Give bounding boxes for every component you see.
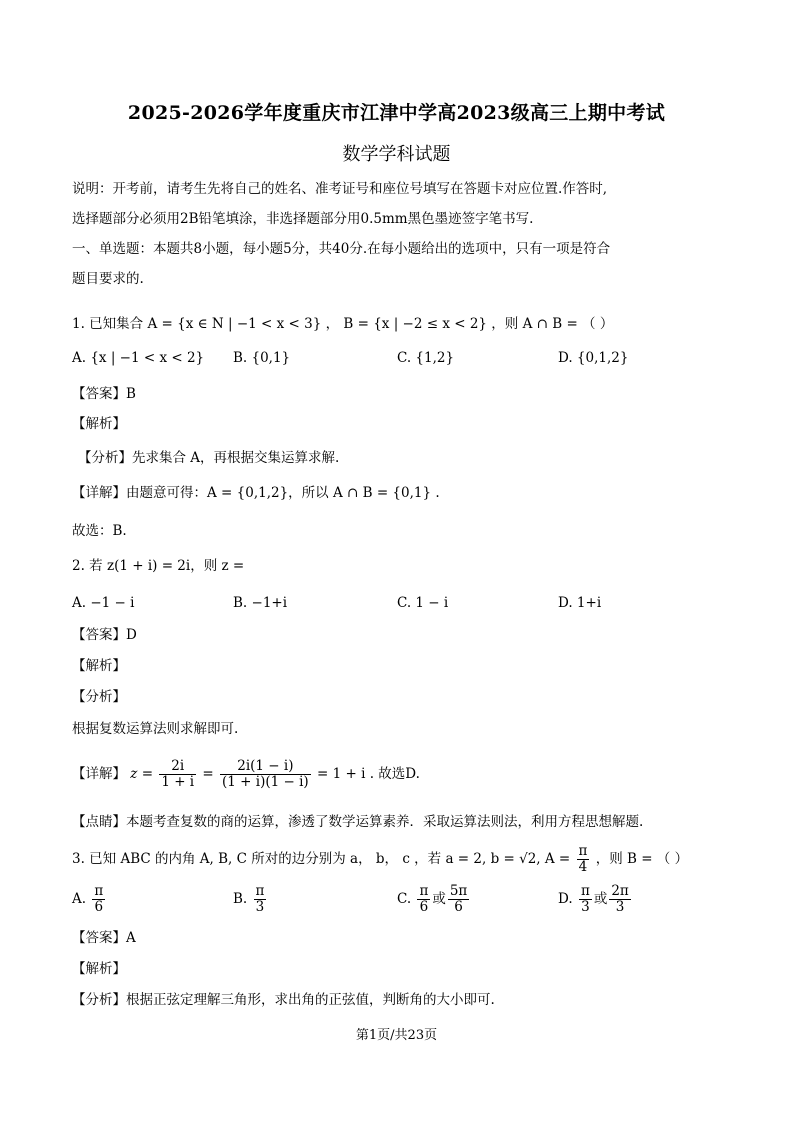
q3-option-d-letter: D. xyxy=(558,891,573,907)
q3-analysis-label: 【解析】 xyxy=(72,961,126,977)
q1-answer: 【答案】B xyxy=(72,386,136,402)
q2-answer: 【答案】D xyxy=(72,627,137,643)
q3-stem-fraction-numerator: π xyxy=(578,843,588,859)
section-heading-line-2: 题目要求的. xyxy=(72,271,144,287)
q1-fenxi: 【分析】先求集合 A，再根据交集运算求解. xyxy=(78,450,340,466)
q2-fenxi: 根据复数运算法则求解即可. xyxy=(72,721,239,737)
q3-option-d-num-2: 2π xyxy=(611,883,629,899)
q3-option-b-letter: B. xyxy=(233,891,248,907)
q2-option-d: D. 1+i xyxy=(558,595,602,611)
q3-option-c-den-1: 6 xyxy=(417,899,430,915)
q1-conclusion: 故选：B. xyxy=(72,523,127,539)
q3-option-c-letter: C. xyxy=(397,891,412,907)
q3-answer: 【答案】A xyxy=(72,930,136,946)
q3-option-d-num-1: π xyxy=(580,883,590,899)
q2-dianjing: 【点睛】本题考查复数的商的运算，渗透了数学运算素养．采取运算法则法，利用方程思想解题. xyxy=(72,814,644,830)
q2-stem: 2. 若 z(1 + i) = 2i，则 z = xyxy=(72,558,245,574)
q2-option-c: C. 1 − i xyxy=(397,595,449,611)
q2-detail: 【详解】 z = $\frac{2i}{1 + i}$ = $\frac{2i(1 - i)}{(1 + i)(1 - i)}$ = 1 + i . 故选D. xyxy=(72,758,420,790)
q3-option-b-den: 3 xyxy=(254,899,267,915)
q3-stem-post: ，则 B = （ ） xyxy=(595,851,689,867)
q3-stem-pre: 3. 已知 ABC 的内角 A, B, C 所对的边分别为 a， b， c ，若 a = 2, b = √2, A = xyxy=(72,851,571,867)
q3-option-b-num: π xyxy=(255,883,265,899)
q3-stem-fraction xyxy=(577,844,590,875)
q3-option-b xyxy=(233,884,268,915)
q3-option-c-fraction-1 xyxy=(417,884,430,915)
q3-option-c-den-2: 6 xyxy=(448,899,469,915)
q3-option-b-fraction xyxy=(254,884,267,915)
q3-option-c-num-2: 5π xyxy=(449,883,468,899)
q2-analysis-label: 【解析】 xyxy=(72,658,126,674)
q2-fraction-1 xyxy=(159,759,196,790)
q2-fraction-2-denominator: (1 + i)(1 − i) xyxy=(222,774,309,790)
q3-option-d-or: 或 xyxy=(593,891,608,907)
q3-option-d-den-1: 3 xyxy=(579,899,592,915)
page-footer: 第1页/共23页 xyxy=(355,1028,438,1043)
q3-option-d-fraction-2 xyxy=(609,884,630,915)
q2-fenxi-label: 【分析】 xyxy=(72,689,126,705)
q3-option-c xyxy=(397,884,471,915)
q2-detail-label: 【详解】 xyxy=(72,766,126,782)
q3-option-d xyxy=(558,884,633,915)
q3-fenxi: 【分析】根据正弦定理解三角形，求出角的正弦值，判断角的大小即可. xyxy=(72,992,495,1008)
q3-option-c-or: 或 xyxy=(432,891,446,907)
q3-option-d-fraction-1 xyxy=(579,884,592,915)
section-heading-line-1: 一、单选题：本题共8小题，每小题5分，共40分.在每小题给出的选项中，只有一项是符合 xyxy=(72,241,611,257)
q3-option-c-num-1: π xyxy=(419,883,429,899)
q2-detail-z: z = xyxy=(130,766,154,782)
q3-option-a-fraction xyxy=(92,884,105,915)
q3-option-a-den: 6 xyxy=(92,899,105,915)
exam-title: 2025-2026学年度重庆市江津中学高2023级高三上期中考试 xyxy=(127,102,666,124)
q1-analysis-label: 【解析】 xyxy=(72,416,126,432)
q2-fraction-2 xyxy=(220,759,311,790)
q1-option-b: B. {0,1} xyxy=(233,350,291,366)
q3-stem xyxy=(72,843,688,875)
q1-option-c: C. {1,2} xyxy=(397,350,455,366)
exam-subtitle: 数学学科试题 xyxy=(342,144,451,165)
q2-fraction-1-numerator: 2i xyxy=(159,759,196,775)
q2-option-a: A. −1 − i xyxy=(72,595,135,611)
q1-stem: 1. 已知集合 A = {x ∈ N | −1 < x < 3} ， B = {x | −2 ≤ x < 2} ，则 A ∩ B = （ ） xyxy=(72,316,614,332)
q3-stem-fraction-denominator: 4 xyxy=(578,859,588,875)
q3-option-c-fraction-2 xyxy=(448,884,469,915)
q2-fraction-2-numerator: 2i(1 − i) xyxy=(220,759,311,775)
q3-option-a xyxy=(72,884,107,915)
q2-detail-tail: = 1 + i . 故选D. xyxy=(317,766,420,782)
q3-option-a-num: π xyxy=(94,883,104,899)
instructions-line-1: 说明：开考前，请考生先将自己的姓名、准考证号和座位号填写在答题卡对应位置.作答时, xyxy=(72,181,608,197)
q1-option-d: D. {0,1,2} xyxy=(558,350,629,366)
q2-fraction-1-denominator: 1 + i xyxy=(161,774,195,790)
q1-option-a: A. {x | −1 < x < 2} xyxy=(72,350,205,366)
q3-option-a-letter: A. xyxy=(72,891,87,907)
instructions-line-2: 选择题部分必须用2B铅笔填涂，非选择题部分用0.5mm黑色墨迹签字笔书写. xyxy=(72,211,534,227)
q2-option-b: B. −1+i xyxy=(233,595,288,611)
q3-option-d-den-2: 3 xyxy=(609,899,630,915)
q1-detail: 【详解】由题意可得：A = {0,1,2}，所以 A ∩ B = {0,1} . xyxy=(72,485,440,501)
